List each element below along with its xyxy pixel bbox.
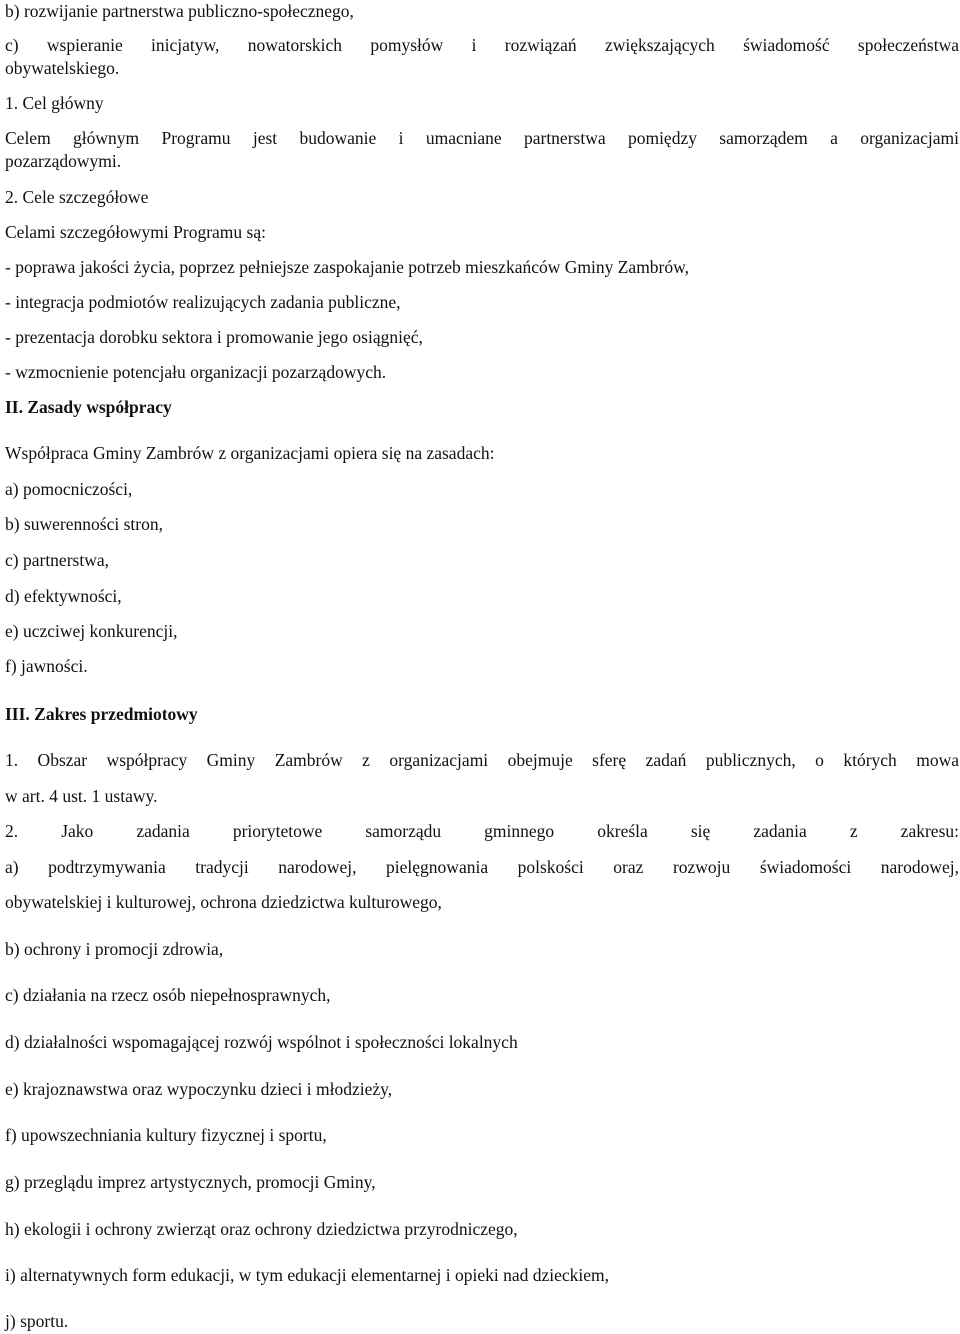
zakres-item: i) alternatywnych form edukacji, w tym edukacji elementarnej i opieki nad dzieckiem, <box>5 1265 610 1285</box>
zakres-item-a-line1: a) podtrzymywania tradycji narodowej, pielęgnowania polskości oraz rozwoju świadomości narodowej, <box>5 857 959 877</box>
zakres-item: j) sportu. <box>5 1311 69 1331</box>
cele-item: - prezentacja dorobku sektora i promowanie jego osiągnięć, <box>5 327 423 347</box>
cel-glowny-text-line1: Celem głównym Programu jest budowanie i umacniane partnerstwa pomiędzy samorządem a organizacjami <box>5 128 959 148</box>
zakres-item: f) upowszechniania kultury fizycznej i sportu, <box>5 1125 327 1145</box>
zasady-heading: II. Zasady współpracy <box>5 397 172 417</box>
intro-item-c-line1: c) wspieranie inicjatyw, nowatorskich pomysłów i rozwiązań zwiększających świadomość społeczeństwa <box>5 35 959 55</box>
zakres-item: d) działalności wspomagającej rozwój wspólnot i społeczności lokalnych <box>5 1032 518 1052</box>
zasady-item: c) partnerstwa, <box>5 550 109 570</box>
cele-item: - poprawa jakości życia, poprzez pełniejsze zaspokajanie potrzeb mieszkańców Gminy Zambrów, <box>5 257 690 277</box>
zakres-item: h) ekologii i ochrony zwierząt oraz ochrony dziedzictwa przyrodniczego, <box>5 1219 518 1239</box>
zakres-item: g) przeglądu imprez artystycznych, promocji Gminy, <box>5 1172 376 1192</box>
zakres-p1-line1: 1. Obszar współpracy Gminy Zambrów z organizacjami obejmuje sferę zadań publicznych, o których mowa <box>5 750 959 770</box>
cele-item: - integracja podmiotów realizujących zadania publiczne, <box>5 292 401 312</box>
zakres-item: b) ochrony i promocji zdrowia, <box>5 939 224 959</box>
zasady-item: b) suwerenności stron, <box>5 514 163 534</box>
zasady-item: e) uczciwej konkurencji, <box>5 621 178 641</box>
zakres-p1-line2: w art. 4 ust. 1 ustawy. <box>5 786 158 806</box>
zakres-heading: III. Zakres przedmiotowy <box>5 704 198 724</box>
zakres-item: e) krajoznawstwa oraz wypoczynku dzieci i młodzieży, <box>5 1079 393 1099</box>
cel-glowny-heading: 1. Cel główny <box>5 93 104 113</box>
zakres-item: c) działania na rzecz osób niepełnosprawnych, <box>5 985 331 1005</box>
intro-item-b: b) rozwijanie partnerstwa publiczno-społecznego, <box>5 1 354 21</box>
cele-szczegolowe-heading: 2. Cele szczegółowe <box>5 187 149 207</box>
cele-item: - wzmocnienie potencjału organizacji pozarządowych. <box>5 362 387 382</box>
zasady-item: a) pomocniczości, <box>5 479 133 499</box>
zasady-item: f) jawności. <box>5 656 88 676</box>
zasady-item: d) efektywności, <box>5 586 122 606</box>
zakres-item-a-line2: obywatelskiej i kulturowej, ochrona dziedzictwa kulturowego, <box>5 892 442 912</box>
zasady-lead: Współpraca Gminy Zambrów z organizacjami opiera się na zasadach: <box>5 443 495 463</box>
cele-szczegolowe-lead: Celami szczegółowymi Programu są: <box>5 222 266 242</box>
cel-glowny-text-line2: pozarządowymi. <box>5 151 122 171</box>
intro-item-c-line2: obywatelskiego. <box>5 58 120 78</box>
zakres-p2-line1: 2. Jako zadania priorytetowe samorządu gminnego określa się zadania z zakresu: <box>5 821 959 841</box>
